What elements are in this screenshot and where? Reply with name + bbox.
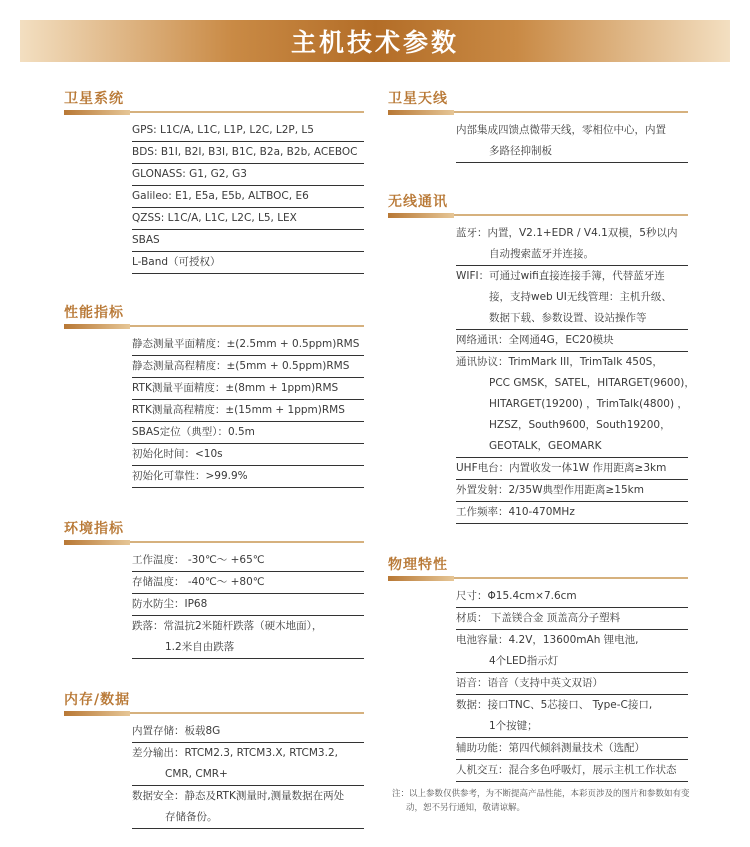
spec-row (132, 356, 364, 378)
section-title: 性能指标 (64, 305, 124, 321)
spec-text: 内置存储：板载8G (132, 725, 221, 737)
left-column (64, 88, 364, 829)
spec-row (132, 164, 364, 186)
spec-row (456, 695, 688, 738)
spec-text: 存储备份。 (165, 811, 218, 823)
spec-text: 数据安全：静态及RTK测量时,测量数据在两处 (132, 790, 345, 802)
spec-text: GLONASS: G1, G2, G3 (132, 168, 247, 180)
spec-list (132, 721, 364, 829)
spec-text: 辅助功能：第四代倾斜测量技术（选配） (456, 742, 645, 754)
section-header (64, 302, 364, 327)
spec-text: SBAS定位（典型）：0.5m (132, 426, 255, 438)
spec-row (456, 352, 695, 458)
spec-text: L-Band（可授权） (132, 256, 221, 268)
spec-row (456, 673, 688, 695)
spec-text: 通讯协议：TrimMark III，TrimTalk 450S， (456, 356, 663, 368)
spec-text: 多路径抑制板 (489, 145, 552, 157)
spec-row (132, 120, 364, 142)
spec-row (456, 480, 688, 502)
spec-row (456, 608, 688, 630)
spec-row (132, 572, 364, 594)
spec-text: 外置发射：2/35W典型作用距离≥15km (456, 484, 644, 496)
spec-row (456, 630, 688, 673)
spec-text: WIFI：可通过wifi直接连接手簿，代替蓝牙连 (456, 270, 665, 282)
spec-row (132, 334, 364, 356)
title-banner (20, 20, 730, 62)
section-storage (64, 689, 364, 829)
spec-row (132, 550, 364, 572)
spec-row (456, 738, 688, 760)
spec-text: GPS: L1C/A, L1C, L1P, L2C, L2P, L5 (132, 124, 314, 136)
spec-text: 数据：接口TNC、5芯接口、 Type-C接口, (456, 699, 653, 711)
spec-row (456, 330, 688, 352)
spec-row (132, 422, 364, 444)
spec-text: 4个LED指示灯 (489, 655, 559, 667)
spec-row (132, 378, 364, 400)
section-header (388, 191, 688, 216)
spec-text: 静态测量平面精度：±(2.5mm + 0.5ppm)RMS (132, 338, 360, 350)
spec-text: 内部集成四馈点微带天线，零相位中心，内置 (456, 124, 666, 136)
spec-row (132, 466, 364, 488)
spec-text: 初始化时间：<10s (132, 448, 223, 460)
spec-text: 尺寸：Φ15.4cm×7.6cm (456, 590, 577, 602)
spec-text: 差分输出：RTCM2.3, RTCM3.X, RTCM3.2, (132, 747, 338, 759)
spec-text: 工作温度： -30℃～ +65℃ (132, 554, 265, 566)
section-header (388, 88, 688, 113)
spec-row (456, 223, 688, 266)
spec-row (132, 616, 364, 659)
spec-text: HITARGET(19200) ，TrimTalk(4800) ， (489, 398, 688, 410)
spec-row (456, 120, 688, 163)
section-performance (64, 302, 364, 488)
spec-text: UHF电台：内置收发一体1W 作用距离≥3km (456, 462, 667, 474)
spec-text: GEOTALK，GEOMARK (489, 440, 602, 452)
spec-row (132, 142, 364, 164)
spec-row (456, 502, 688, 524)
disclaimer-note (392, 787, 692, 815)
spec-text: 人机交互：混合多色呼吸灯，展示主机工作状态 (456, 764, 677, 776)
spec-text: 材质： 下盖镁合金 顶盖高分子塑料 (456, 612, 621, 624)
spec-text: 蓝牙：内置，V2.1+EDR / V4.1双模，5秒以内 (456, 227, 678, 239)
spec-text: 电池容量：4.2V，13600mAh 锂电池, (456, 634, 639, 646)
section-title: 物理特性 (388, 557, 448, 573)
spec-text: 语音：语音（支持中英文双语） (456, 677, 603, 689)
spec-row (132, 252, 364, 274)
spec-text: CMR, CMR+ (165, 768, 228, 780)
note-line: 注：以上参数仅供参考，为不断提高产品性能，本彩页涉及的图片和参数如有变 (392, 789, 690, 799)
right-column (388, 88, 695, 782)
spec-row (132, 721, 364, 743)
page-title: 主机技术参数 (290, 28, 459, 57)
spec-row (132, 786, 364, 829)
spec-text: 1.2米自由跌落 (165, 641, 235, 653)
section-title: 环境指标 (64, 521, 124, 537)
section-header (64, 88, 364, 113)
note-line: 动，恕不另行通知，敬请谅解。 (406, 803, 526, 813)
spec-list (132, 550, 364, 659)
section-header (64, 689, 364, 714)
spec-list (132, 334, 364, 488)
section-title: 内存/数据 (64, 692, 131, 708)
spec-row (456, 458, 688, 480)
section-physical (388, 554, 688, 782)
spec-text: RTK测量高程精度：±(15mm + 1ppm)RMS (132, 404, 345, 416)
spec-row (132, 444, 364, 466)
section-header (388, 554, 688, 579)
section-wireless (388, 191, 695, 524)
spec-text: 网络通讯：全网通4G，EC20模块 (456, 334, 614, 346)
spec-text: PCC GMSK，SATEL，HITARGET(9600)， (489, 377, 695, 389)
spec-text: 数据下载、参数设置、设站操作等 (489, 312, 647, 324)
spec-row (132, 208, 364, 230)
spec-row (132, 230, 364, 252)
spec-text: 接，支持web UI无线管理：主机升级、 (489, 291, 672, 303)
spec-text: 1个按键； (489, 720, 538, 732)
spec-text: 跌落：常温抗2米随杆跌落（硬木地面）， (132, 620, 323, 632)
spec-text: 防水防尘：IP68 (132, 598, 208, 610)
spec-text: 存储温度： -40℃～ +80℃ (132, 576, 265, 588)
spec-text: QZSS: L1C/A, L1C, L2C, L5, LEX (132, 212, 297, 224)
spec-list (456, 120, 688, 163)
spec-row (456, 760, 688, 782)
section-environment (64, 518, 364, 659)
spec-row (132, 743, 364, 786)
section-title: 无线通讯 (388, 194, 448, 210)
section-antenna (388, 88, 688, 163)
spec-row (132, 400, 364, 422)
section-header (64, 518, 364, 543)
spec-text: 静态测量高程精度：±(5mm + 0.5ppm)RMS (132, 360, 350, 372)
spec-row (456, 586, 688, 608)
spec-list (456, 223, 695, 524)
spec-text: HZSZ，South9600，South19200， (489, 419, 671, 431)
spec-text: 工作频率：410-470MHz (456, 506, 575, 518)
spec-text: SBAS (132, 234, 160, 246)
section-title: 卫星天线 (388, 91, 448, 107)
spec-row (456, 266, 688, 330)
spec-list (132, 120, 364, 274)
spec-row (132, 186, 364, 208)
spec-row (132, 594, 364, 616)
section-title: 卫星系统 (64, 91, 124, 107)
spec-text: BDS: B1I, B2I, B3I, B1C, B2a, B2b, ACEBOC (132, 146, 358, 158)
spec-text: 初始化可靠性：>99.9% (132, 470, 248, 482)
spec-text: Galileo: E1, E5a, E5b, ALTBOC, E6 (132, 190, 309, 202)
spec-text: 自动搜索蓝牙并连接。 (489, 248, 594, 260)
spec-text: RTK测量平面精度：±(8mm + 1ppm)RMS (132, 382, 339, 394)
spec-list (456, 586, 688, 782)
section-satellite-system (64, 88, 364, 274)
